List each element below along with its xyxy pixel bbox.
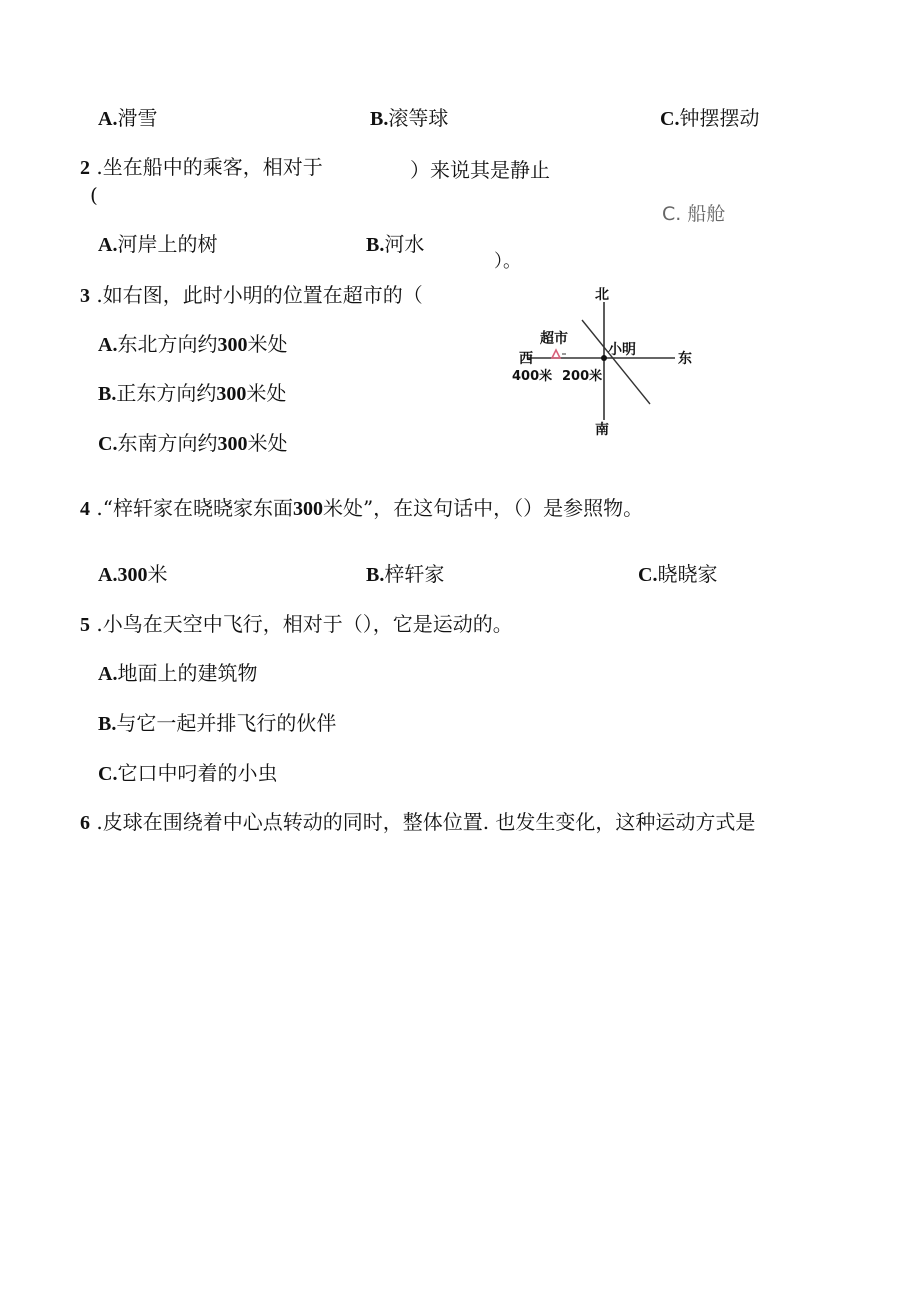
option-letter: B. xyxy=(366,234,385,256)
option-letter: B. xyxy=(370,108,389,130)
option-letter: C. xyxy=(98,433,118,455)
q3-direction-map xyxy=(500,280,720,440)
q4-option-c xyxy=(638,562,717,587)
q4-stem-text-2: 米处”，在这句话中，（）是参照物。 xyxy=(322,496,644,520)
question-number: 5 xyxy=(80,614,90,636)
option-text: 与它一起并排飞行的伙伴 xyxy=(116,711,337,735)
q2-stem-text: .坐在船中的乘客，相对于 xyxy=(96,155,323,179)
q4-stem-number: 300 xyxy=(292,498,323,520)
q5-option-c xyxy=(98,761,277,786)
option-unit: 米处 xyxy=(247,431,288,455)
q6-stem xyxy=(80,810,755,835)
q2-option-b xyxy=(366,232,424,257)
option-letter: B. xyxy=(98,383,117,405)
option-letter: B. xyxy=(366,564,385,586)
market-label: 超市 xyxy=(540,331,568,347)
option-letter: A. xyxy=(98,108,118,130)
option-number: 300 xyxy=(216,383,247,405)
option-letter: C. xyxy=(660,108,680,130)
diagonal-line xyxy=(582,320,650,404)
option-letter: A. xyxy=(98,564,118,586)
q5-stem-text: .小鸟在天空中飞行，相对于（），它是运动的。 xyxy=(96,612,513,636)
option-text: 东南方向约 xyxy=(117,431,218,455)
q2-paren-open: ( xyxy=(90,183,98,207)
q3-stem-text: .如右图，此时小明的位置在超市的（ xyxy=(96,283,423,307)
option-letter: A. xyxy=(98,234,118,256)
q2-tail: ）。 xyxy=(494,251,521,272)
question-number: 4 xyxy=(80,498,90,520)
west-label: 西 xyxy=(519,351,533,367)
option-letter: A. xyxy=(98,663,118,685)
option-text: 晓晓家 xyxy=(657,562,718,586)
q6-stem-text: .皮球在围绕着中心点转动的同时，整体位置. 也发生变化，这种运动方式是 xyxy=(96,810,756,834)
option-unit: 米 xyxy=(147,562,168,586)
option-unit: 米处 xyxy=(247,332,288,356)
q2-option-a xyxy=(98,232,217,257)
south-label: 南 xyxy=(595,422,609,438)
question-number: 3 xyxy=(80,285,90,307)
option-text: 河水 xyxy=(384,232,425,256)
option-number: 300 xyxy=(217,433,248,455)
option-text: 东北方向约 xyxy=(117,332,218,356)
xiaoming-dot xyxy=(601,355,607,361)
option-text: 地面上的建筑物 xyxy=(117,661,258,685)
east-label: 东 xyxy=(678,351,692,367)
question-number: 2 xyxy=(80,157,90,179)
option-text: 正东方向约 xyxy=(116,381,217,405)
question-number: 6 xyxy=(80,812,90,834)
option-letter: C. xyxy=(98,763,118,785)
q2-stem xyxy=(80,155,323,180)
option-letter: C. xyxy=(638,564,658,586)
q1-option-a xyxy=(98,106,157,131)
option-number: 300 xyxy=(117,564,148,586)
q5-option-a xyxy=(98,661,257,686)
q2-option-c: C. 船舱 xyxy=(662,203,726,225)
q4-stem xyxy=(80,496,643,521)
q1-option-b xyxy=(370,106,448,131)
option-text: 钟摆摆动 xyxy=(679,106,760,130)
q4-option-b xyxy=(366,562,444,587)
north-label: 北 xyxy=(595,287,609,303)
q4-stem-text: .“梓轩家在晓晓家东面 xyxy=(96,496,293,520)
q5-stem xyxy=(80,612,513,637)
q1-option-c xyxy=(660,106,759,131)
xiaoming-label: 小明 xyxy=(608,342,636,358)
option-text: 梓轩家 xyxy=(384,562,445,586)
q4-option-a xyxy=(98,562,167,587)
q3-option-b xyxy=(98,381,286,406)
option-number: 300 xyxy=(217,334,248,356)
option-text: 河岸上的树 xyxy=(117,232,218,256)
option-unit: 米处 xyxy=(246,381,287,405)
q3-option-c xyxy=(98,431,287,456)
market-marker xyxy=(552,350,560,358)
q5-option-b xyxy=(98,711,336,736)
scale-label-400: 400米 xyxy=(512,369,553,384)
scale-label-200: 200米 xyxy=(562,369,603,384)
option-letter: B. xyxy=(98,713,117,735)
q3-option-a xyxy=(98,332,287,357)
option-letter: A. xyxy=(98,334,118,356)
option-text: 滚等球 xyxy=(388,106,449,130)
option-text: 滑雪 xyxy=(117,106,158,130)
q3-stem xyxy=(80,283,423,308)
option-text: 它口中叼着的小虫 xyxy=(117,761,278,785)
q2-stem-continued: ）来说其是静止 xyxy=(410,158,550,182)
